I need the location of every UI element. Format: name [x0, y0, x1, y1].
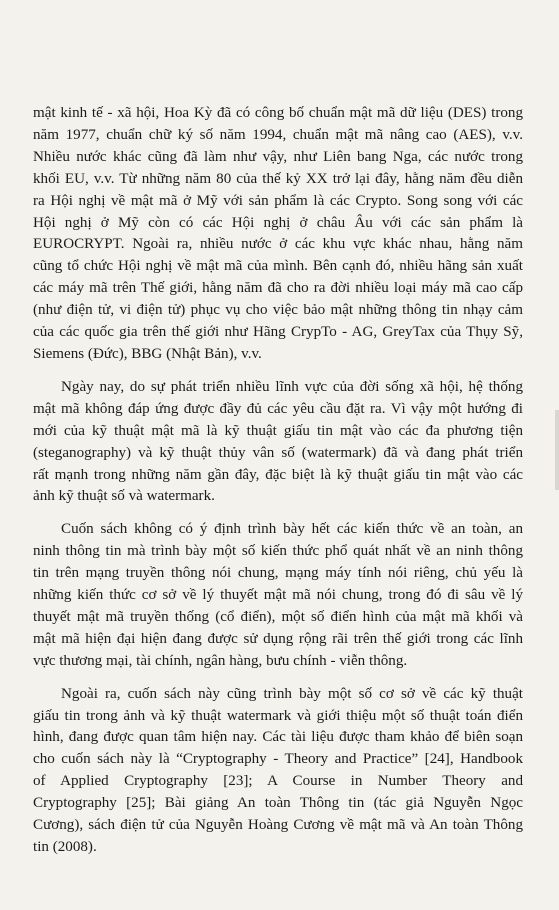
text-line: giấu tin trong ảnh và kỹ thuật watermark và giới thiệu một số thuật toán điển	[33, 707, 523, 724]
text-line: hình, đang được quan tâm hiện nay. Các tài liệu được tham khảo để biên soạn	[33, 729, 523, 746]
text-line: Nhiều nước khác cũng đã làm như vậy, như Liên bang Nga, các nước trong	[33, 148, 523, 165]
text-line: (như điện tử, vi điện tử) phục vụ cho việc bảo mật những thông tin nhạy cảm	[33, 302, 523, 319]
text-line: Cryptography [25]; Bài giảng An toàn Thông tin (tác giả Nguyễn Ngọc	[33, 795, 523, 812]
text-line: thuyết mật mã truyền thống (cổ điển), một số điển hình của mật mã khối và	[33, 608, 523, 625]
text-line: khối EU, v.v. Từ những năm 80 của thế kỷ XX trở lại đây, hằng năm đều diễn	[33, 170, 523, 187]
text-line: cũng tổ chức Hội nghị về mật mã của mình. Bên cạnh đó, nhiều hãng sản xuất	[33, 258, 523, 275]
text-line: mới của kỹ thuật mật mã là kỹ thuật giấu tin mật vào các đa phương tiện	[33, 422, 523, 439]
paragraph-4	[33, 684, 523, 859]
text-line: của các quốc gia trên thế giới như Hãng CrypTo - AG, GreyTax của Thụy Sỹ,	[33, 324, 523, 341]
body-text	[33, 103, 523, 859]
paragraph-1	[33, 103, 523, 366]
text-line: Siemens (Đức), BBG (Nhật Bản), v.v.	[33, 345, 262, 362]
text-line: Hội nghị ở Mỹ còn có các Hội nghị ở châu Âu với các sản phẩm là	[33, 214, 523, 231]
text-line: các máy mã trên Thế giới, hằng năm đã cho ra đời nhiều loại máy mã cao cấp	[33, 280, 523, 297]
text-line: tin (2008).	[33, 839, 97, 855]
text-line: mật mã không đáp ứng được đầy đủ các yêu cầu đặt ra. Vì vậy một hướng đi	[33, 400, 523, 417]
text-line: mật mã hiện đại hiện đang được sử dụng rộng rãi trên thế giới trong các lĩnh	[33, 630, 523, 647]
text-line: rất mạnh trong những năm gần đây, đặc biệt là kỹ thuật giấu tin mật vào các	[33, 466, 523, 483]
text-line: những kiến thức cơ sở về lý thuyết mật mã nói chung, trong đó đi sâu về lý	[33, 587, 523, 604]
text-line: tin trên mạng truyền thông nói chung, mạng máy tính nói riêng, chủ yếu là	[33, 565, 523, 582]
text-line: mật kinh tế - xã hội, Hoa Kỳ đã có công bố chuẩn mật mã dữ liệu (DES) trong	[33, 105, 523, 121]
text-line: vực thương mại, tài chính, ngân hàng, bưu chính - viễn thông.	[33, 652, 408, 669]
text-line: ảnh kỹ thuật số và watermark.	[33, 488, 215, 505]
text-line: cho cuốn sách này là “Cryptography - Theory and Practice” [24], Handbook	[33, 751, 523, 768]
text-line: Ngày nay, do sự phát triển nhiều lĩnh vực của đời sống xã hội, hệ thống	[61, 378, 523, 395]
text-line: Ngoài ra, cuốn sách này cũng trình bày một số cơ sở về các kỹ thuật	[61, 685, 523, 702]
text-line: ninh thông tin mà trình bày một số kiến thức phổ quát nhất về an ninh thông	[33, 543, 523, 560]
paragraph-3	[33, 519, 523, 672]
page-edge-shadow	[555, 410, 559, 490]
text-line: EUROCRYPT. Ngoài ra, nhiều nước ở các khu vực khác nhau, hằng năm	[33, 236, 523, 253]
text-line: Cương), sách điện tử của Nguyễn Hoàng Cương về mật mã và An toàn Thông	[33, 817, 523, 834]
text-line: năm 1977, chuẩn chữ ký số năm 1994, chuẩn mật mã nâng cao (AES), v.v.	[33, 126, 523, 143]
text-line: Cuốn sách không có ý định trình bày hết các kiến thức về an toàn, an	[61, 521, 523, 538]
text-line: of Applied Cryptography [23]; A Course in Number Theory and	[33, 773, 523, 790]
paragraph-2	[33, 377, 523, 508]
text-line: ra Hội nghị về mật mã ở Mỹ với sản phẩm là các Crypto. Song song với các	[33, 192, 523, 209]
text-line: (steganography) và kỹ thuật thủy vân số (watermark) đã và đang phát triển	[33, 444, 523, 461]
